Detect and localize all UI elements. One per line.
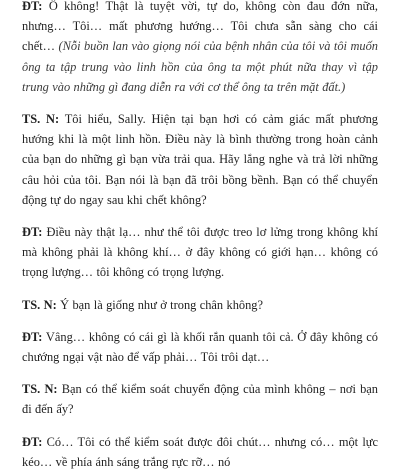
speaker-label: TS. N:	[22, 382, 58, 397]
dialogue-paragraph	[22, 222, 378, 283]
dialogue-text: Vâng… không có cái gì là khối rắn quanh tôi cả. Ở đây không có chướng ngại vật nào để vấp phải… Tôi trôi dạt…	[22, 329, 378, 365]
speaker-label: TS. N:	[22, 112, 60, 127]
speaker-label: ĐT:	[22, 434, 43, 449]
dialogue-paragraph	[22, 379, 378, 419]
dialogue-paragraph	[22, 109, 378, 210]
dialogue-paragraph	[22, 0, 378, 97]
dialogue-text: Tôi hiểu, Sally. Hiện tại bạn hơi có cảm giác mất phương hướng khi là một linh hồn. Điều này là bình thường trong hoàn cảnh của bạn do những gì bạn vừa trải qua. Hãy lắng nghe và trả lời những câu hỏi của tôi. Bạn nói là bạn đã trôi bồng bềnh. Bạn có thể chuyển động tự do ngay sau khi chết không?	[22, 112, 378, 207]
dialogue-paragraph	[22, 432, 378, 472]
dialogue-text: Ồ không! Thật là tuyệt vời, tự do, không còn đau đớn nữa, nhưng… Tôi… mất phương hướng… Tôi chưa sẵn sàng cho cái chết…	[22, 0, 378, 54]
narrator-note: (Nỗi buồn lan vào giọng nói của bệnh nhân của tôi và tôi muốn ông ta tập trung vào linh hồn của ông ta một phút nữa thay vì tập trung vào những gì đang diễn ra với cơ thể ông ta trên mặt đất.)	[22, 39, 378, 94]
dialogue-text: Ý bạn là giống như ở trong chân không?	[56, 297, 263, 312]
speaker-label: ĐT:	[22, 0, 43, 13]
speaker-label: TS. N:	[22, 297, 57, 312]
dialogue-paragraph	[22, 295, 378, 315]
dialogue-text: Điều này thật lạ… như thể tôi được treo lơ lửng trong không khí mà không phải là không khí… ở đây không có giới hạn… không có trọng lượng… tôi không có trọng lượng.	[22, 225, 378, 280]
dialogue-paragraph	[22, 327, 378, 367]
speaker-label: ĐT:	[22, 225, 43, 240]
dialogue-text: Có… Tôi có thể kiểm soát được đôi chút… nhưng có… một lực kéo… về phía ánh sáng trắng rực rỡ… nó	[22, 434, 378, 469]
speaker-label: ĐT:	[22, 329, 43, 344]
dialogue-text: Bạn có thể kiểm soát chuyển động của mình không – nơi bạn đi đến ấy?	[22, 382, 378, 417]
book-page	[22, 0, 378, 469]
